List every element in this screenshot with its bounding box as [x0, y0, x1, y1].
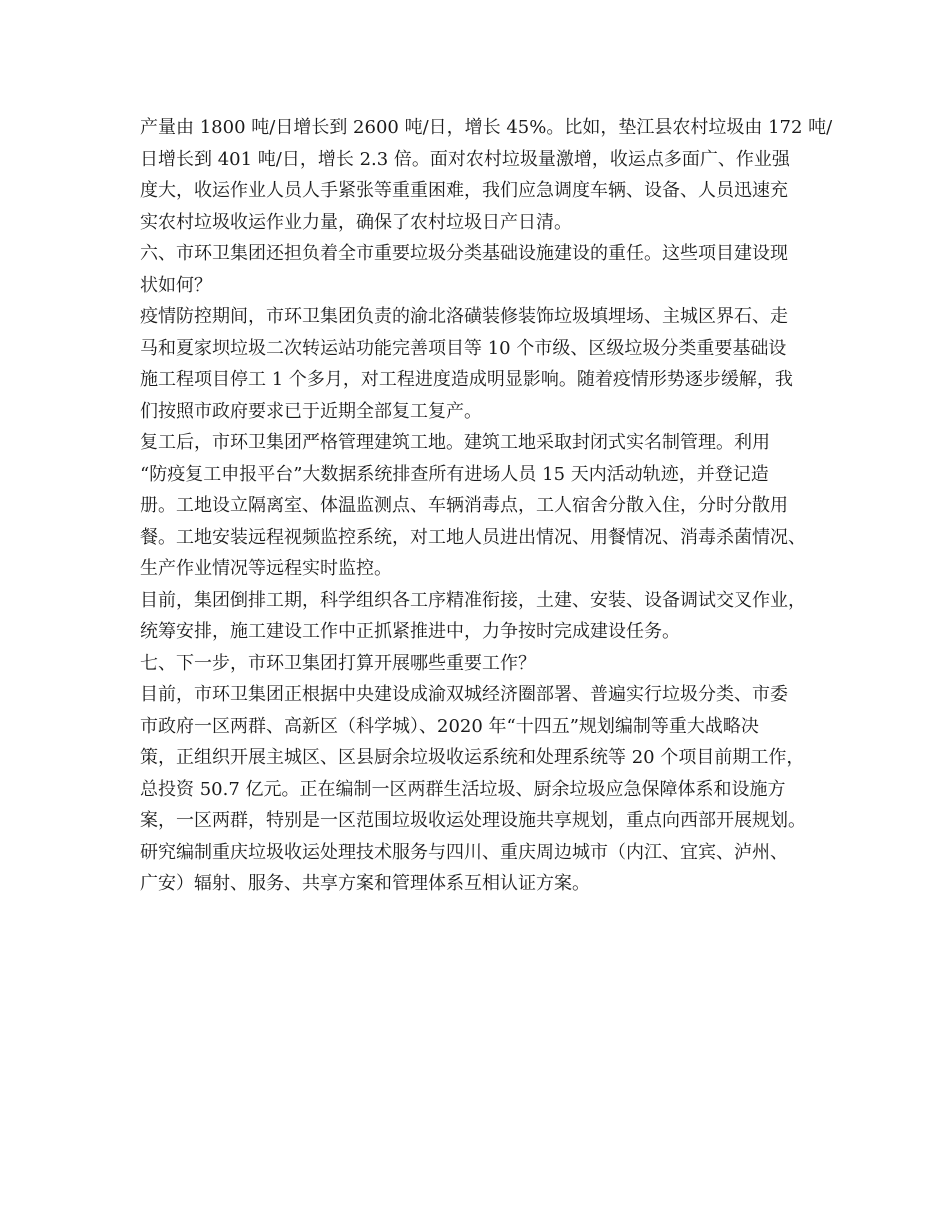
text-line: 日增长到 401 吨/日，增长 2.3 倍。面对农村垃圾量激增，收运点多面广、作业强	[140, 148, 790, 170]
text-line: 产量由 1800 吨/日增长到 2600 吨/日，增长 45%。比如，垫江县农村垃圾由 172 吨/	[140, 117, 833, 138]
text-line: 案，一区两群，特别是一区范围垃圾收运处理设施共享规划，重点向西部开展规划。	[140, 810, 806, 831]
text-line: 施工程项目停工 1 个多月，对工程进度造成明显影响。随着疫情形势逐步缓解，我	[140, 369, 793, 390]
text-line: 册。工地设立隔离室、体温监测点、车辆消毒点，工人宿舍分散入住，分时分散用	[140, 495, 788, 516]
text-line: 疫情防控期间，市环卫集团负责的渝北洛磺装修装饰垃圾填埋场、主城区界石、走	[140, 306, 788, 327]
paragraph-project-suspension	[140, 301, 830, 427]
question-six-heading	[140, 238, 830, 301]
document-body	[140, 112, 833, 900]
text-line: 策，正组织开展主城区、区县厨余垃圾收运系统和处理系统等 20 个项目前期工作，	[140, 747, 805, 768]
text-line: 市政府一区两群、高新区（科学城）、2020 年“十四五”规划编制等重大战略决	[140, 715, 759, 737]
question-seven-heading	[140, 648, 830, 680]
text-line: 状如何？	[140, 274, 212, 296]
text-line: 六、市环卫集团还担负着全市重要垃圾分类基础设施建设的重任。这些项目建设现	[140, 243, 788, 264]
paragraph-site-management	[140, 427, 830, 585]
text-line: 餐。工地安装远程视频监控系统，对工地人员进出情况、用餐情况、消毒杀菌情况、	[140, 526, 806, 548]
paragraph-next-steps	[140, 679, 830, 900]
text-line: 实农村垃圾收运作业力量，确保了农村垃圾日产日清。	[140, 211, 572, 233]
text-line: 生产作业情况等远程实时监控。	[140, 558, 392, 579]
text-line: 复工后，市环卫集团严格管理建筑工地。建筑工地采取封闭式实名制管理。利用	[140, 432, 770, 453]
text-line: 度大，收运作业人员人手紧张等重重困难，我们应急调度车辆、设备、人员迅速充	[140, 180, 788, 201]
text-line: 研究编制重庆垃圾收运处理技术服务与四川、重庆周边城市（内江、宜宾、泸州、	[140, 841, 788, 863]
text-line: “防疫复工申报平台”大数据系统排查所有进场人员 15 天内活动轨迹，并登记造	[140, 463, 769, 485]
paragraph-rural-garbage	[140, 112, 833, 238]
text-line: 统筹安排，施工建设工作中正抓紧推进中，力争按时完成建设任务。	[140, 621, 680, 642]
text-line: 目前，市环卫集团正根据中央建设成渝双城经济圈部署、普遍实行垃圾分类、市委	[140, 684, 788, 705]
text-line: 目前，集团倒排工期，科学组织各工序精准衔接，土建、安装、设备调试交叉作业，	[140, 589, 806, 611]
text-line: 们按照市政府要求已于近期全部复工复产。	[140, 400, 482, 422]
text-line: 总投资 50.7 亿元。正在编制一区两群生活垃圾、厨余垃圾应急保障体系和设施方	[140, 778, 786, 800]
text-line: 七、下一步，市环卫集团打算开展哪些重要工作？	[140, 652, 536, 674]
text-line: 马和夏家坝垃圾二次转运站功能完善项目等 10 个市级、区级垃圾分类重要基础设	[140, 337, 787, 359]
text-line: 广安）辐射、服务、共享方案和管理体系互相认证方案。	[140, 873, 590, 894]
paragraph-schedule	[140, 585, 830, 648]
